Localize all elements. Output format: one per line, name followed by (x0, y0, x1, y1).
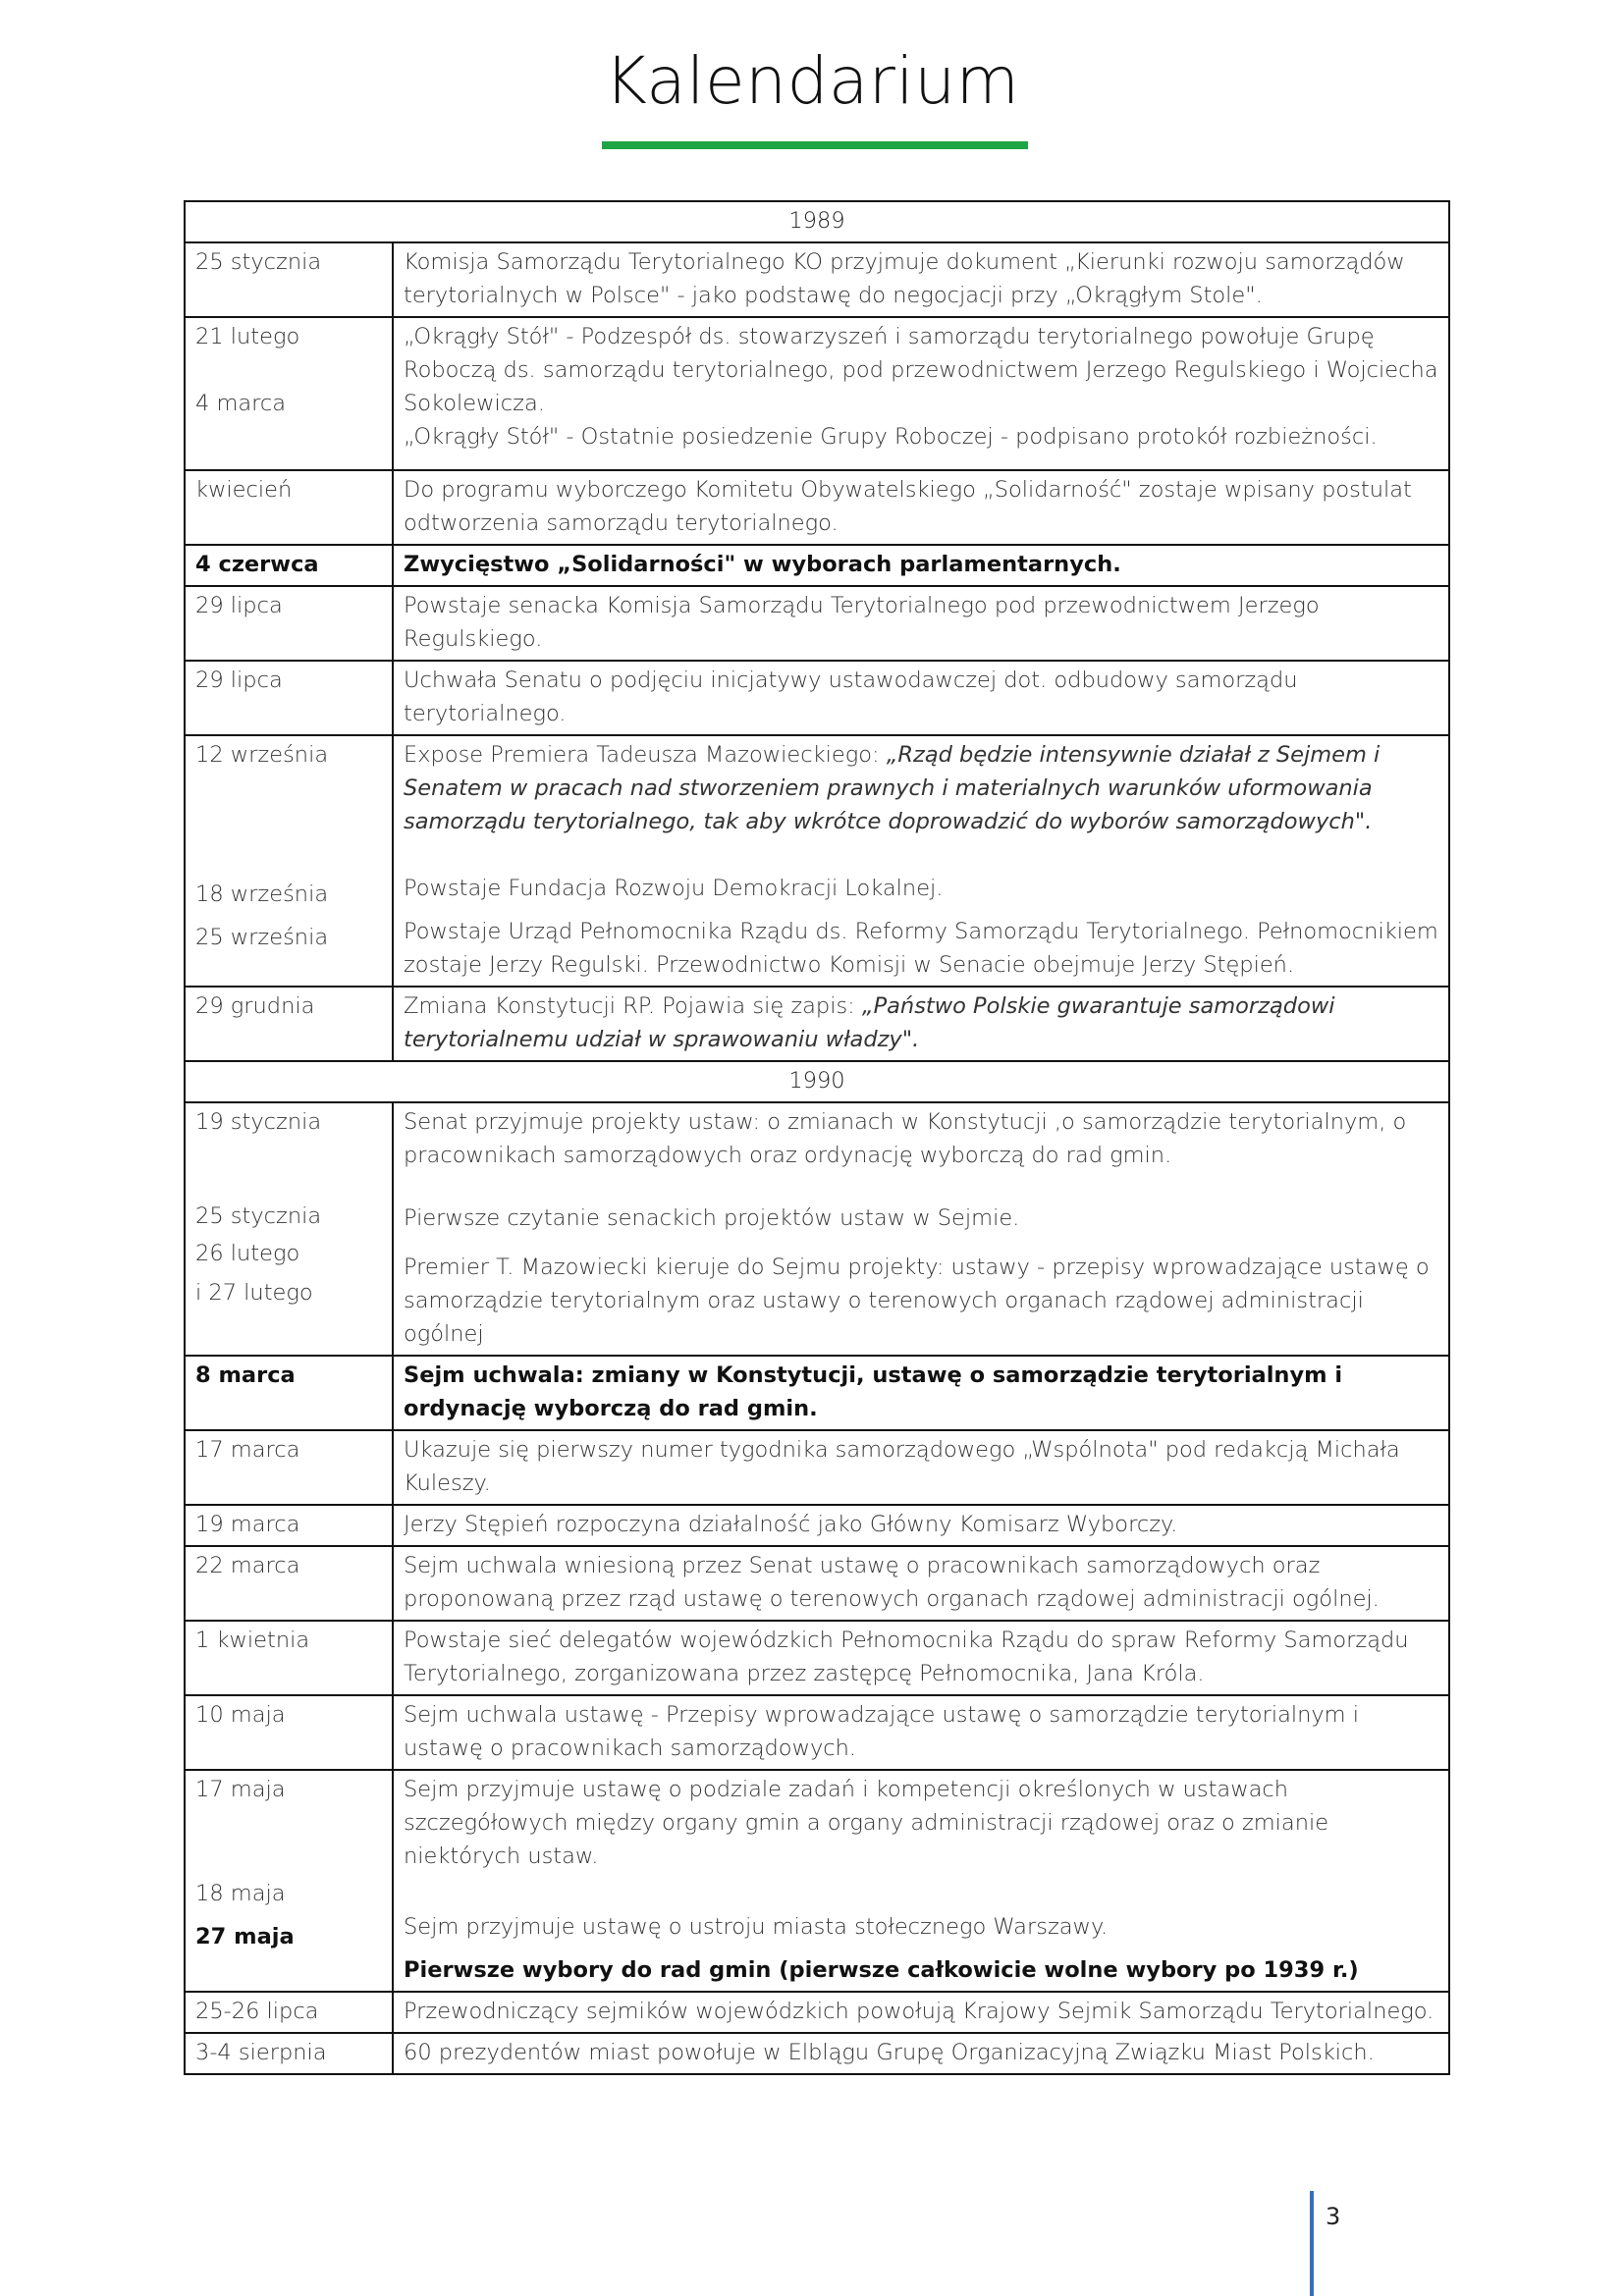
title-underline (602, 141, 1028, 149)
date-entry: 25 stycznia (195, 1203, 322, 1229)
event-cell (393, 1770, 1449, 1992)
table-row (185, 1430, 1449, 1505)
event-text: Zmiana Konstytucji RP. Pojawia się zapis: (404, 993, 862, 1019)
event-entry: Powstaje Urząd Pełnomocnika Rządu ds. Reformy Samorządu Terytorialnego. Pełnomocnikiem zostaje Jerzy Regulski. Przewodnictwo Komisji w Senacie obejmuje Jerzy Stępień. (404, 919, 1438, 978)
page-number-bar (1310, 2191, 1314, 2296)
date-cell: 22 marca (185, 1546, 393, 1621)
event-cell (393, 1102, 1449, 1356)
date-entry: 18 maja (195, 1881, 286, 1906)
date-cell: 1 kwietnia (185, 1621, 393, 1695)
date-cell: 29 lipca (185, 586, 393, 661)
date-entry: 17 maja (195, 1777, 286, 1802)
event-cell: Sejm uchwala ustawę - Przepisy wprowadzające ustawę o samorządzie terytorialnym i ustawę o pracownikach samorządowych. (393, 1695, 1449, 1770)
date-cell: 29 lipca (185, 661, 393, 735)
date-cell: 29 grudnia (185, 987, 393, 1061)
event-text: Expose Premiera Tadeusza Mazowieckiego: (404, 742, 887, 768)
event-cell: Do programu wyborczego Komitetu Obywatelskiego „Solidarność" zostaje wpisany postulat odtworzenia samorządu terytorialnego. (393, 470, 1449, 545)
date-entry: 27 maja (195, 1924, 295, 1949)
quote-text: „Rząd będzie intensywnie działał z Sejmem i Senatem w pracach nad stworzeniem prawnych i materialnych warunków uformowania samorządu terytorialnego, tak aby wkrótce doprowadzić do wyborów samorządowych". (404, 742, 1380, 834)
table-row (185, 1505, 1449, 1546)
event-cell (393, 317, 1449, 470)
event-cell: Ukazuje się pierwszy numer tygodnika samorządowego „Wspólnota" pod redakcją Michała Kuleszy. (393, 1430, 1449, 1505)
page-title: Kalendarium (604, 43, 1020, 119)
event-cell: Uchwała Senatu o podjęciu inicjatywy ustawodawczej dot. odbudowy samorządu terytorialnego. (393, 661, 1449, 735)
table-row (185, 661, 1449, 735)
event-cell (393, 735, 1449, 987)
date-cell: 25-26 lipca (185, 1992, 393, 2033)
date-entry: 18 września (195, 881, 329, 907)
event-cell: Powstaje senacka Komisja Samorządu Terytorialnego pod przewodnictwem Jerzego Regulskiego. (393, 586, 1449, 661)
date-entry: 21 lutego (195, 324, 300, 349)
table-row (185, 1992, 1449, 2033)
event-entry (404, 738, 1438, 838)
date-entry: 26 lutego (195, 1241, 300, 1266)
event-cell: 60 prezydentów miast powołuje w Elblągu Grupę Organizacyjną Związku Miast Polskich. (393, 2033, 1449, 2074)
table-row (185, 586, 1449, 661)
year-label: 1990 (185, 1061, 1449, 1102)
date-cell: 10 maja (185, 1695, 393, 1770)
date-cell: 25 stycznia (185, 242, 393, 317)
table-row (185, 317, 1449, 470)
event-entry: „Okrągły Stół" - Ostatnie posiedzenie Grupy Roboczej - podpisano protokół rozbieżności. (404, 424, 1378, 450)
date-cell: 3-4 sierpnia (185, 2033, 393, 2074)
date-entry: 19 stycznia (195, 1109, 322, 1135)
date-cell (185, 735, 393, 987)
event-cell: Sejm uchwala: zmiany w Konstytucji, ustawę o samorządzie terytorialnym i ordynację wyborczą do rad gmin. (393, 1356, 1449, 1430)
table-row (185, 1102, 1449, 1356)
date-cell (185, 1102, 393, 1356)
date-cell: 19 marca (185, 1505, 393, 1546)
date-cell: 8 marca (185, 1356, 393, 1430)
date-entry: 25 września (195, 925, 329, 950)
event-cell: Sejm uchwala wniesioną przez Senat ustawę o pracownikach samorządowych oraz proponowaną przez rząd ustawę o terenowych organach rządowej administracji ogólnej. (393, 1546, 1449, 1621)
calendar-table (184, 200, 1450, 2075)
event-entry: Powstaje Fundacja Rozwoju Demokracji Lokalnej. (404, 876, 944, 901)
table-row (185, 470, 1449, 545)
date-entry: i 27 lutego (195, 1280, 313, 1306)
event-entry: „Okrągły Stół" - Podzespół ds. stowarzyszeń i samorządu terytorialnego powołuje Grupę Roboczą ds. samorządu terytorialnego, pod przewodnictwem Jerzego Regulskiego i Wojciecha Sokolewicza. (404, 324, 1438, 416)
year-row-1989 (185, 201, 1449, 242)
table-row (185, 242, 1449, 317)
event-cell: Przewodniczący sejmików wojewódzkich powołują Krajowy Sejmik Samorządu Terytorialnego. (393, 1992, 1449, 2033)
event-cell: Komisja Samorządu Terytorialnego KO przyjmuje dokument „Kierunki rozwoju samorządów terytorialnych w Polsce" - jako podstawę do negocjacji przy „Okrągłym Stole". (393, 242, 1449, 317)
date-cell: 17 marca (185, 1430, 393, 1505)
date-cell: 4 czerwca (185, 545, 393, 586)
table-row (185, 545, 1449, 586)
page-number: 3 (1326, 2203, 1341, 2230)
event-cell: Jerzy Stępień rozpoczyna działalność jako Główny Komisarz Wyborczy. (393, 1505, 1449, 1546)
date-cell: kwiecień (185, 470, 393, 545)
table-row (185, 2033, 1449, 2074)
event-entry: Pierwsze czytanie senackich projektów ustaw w Sejmie. (404, 1205, 1020, 1231)
event-entry: Sejm przyjmuje ustawę o ustroju miasta stołecznego Warszawy. (404, 1914, 1109, 1940)
table-row (185, 735, 1449, 987)
date-cell (185, 317, 393, 470)
date-cell (185, 1770, 393, 1992)
event-cell (393, 987, 1449, 1061)
date-entry: 4 marca (195, 391, 287, 416)
event-cell: Powstaje sieć delegatów wojewódzkich Pełnomocnika Rządu do spraw Reformy Samorządu Terytorialnego, zorganizowana przez zastępcę Pełnomocnika, Jana Króla. (393, 1621, 1449, 1695)
event-entry: Senat przyjmuje projekty ustaw: o zmianach w Konstytucji ,o samorządzie terytorialnym, o pracownikach samorządowych oraz ordynację wyborczą do rad gmin. (404, 1109, 1407, 1168)
table-row (185, 1621, 1449, 1695)
year-row-1990 (185, 1061, 1449, 1102)
table-row (185, 1695, 1449, 1770)
table-row (185, 1546, 1449, 1621)
year-label: 1989 (185, 201, 1449, 242)
event-entry: Sejm przyjmuje ustawę o podziale zadań i kompetencji określonych w ustawach szczegółowych między organy gmin a organy administracji rządowej oraz o zmianie niektórych ustaw. (404, 1777, 1329, 1869)
table-row (185, 1356, 1449, 1430)
event-entry: Pierwsze wybory do rad gmin (pierwsze całkowicie wolne wybory po 1939 r.) (404, 1957, 1359, 1983)
event-cell: Zwycięstwo „Solidarności" w wyborach parlamentarnych. (393, 545, 1449, 586)
table-row (185, 987, 1449, 1061)
date-entry: 12 września (195, 742, 329, 768)
event-entry: Premier T. Mazowiecki kieruje do Sejmu projekty: ustawy - przepisy wprowadzające ustawę o samorządzie terytorialnym oraz ustawy o terenowych organach rządowej administracji ogólnej (404, 1255, 1430, 1347)
quote-text: „Państwo Polskie gwarantuje samorządowi terytorialnemu udział w sprawowaniu władzy". (404, 993, 1335, 1052)
table-row (185, 1770, 1449, 1992)
